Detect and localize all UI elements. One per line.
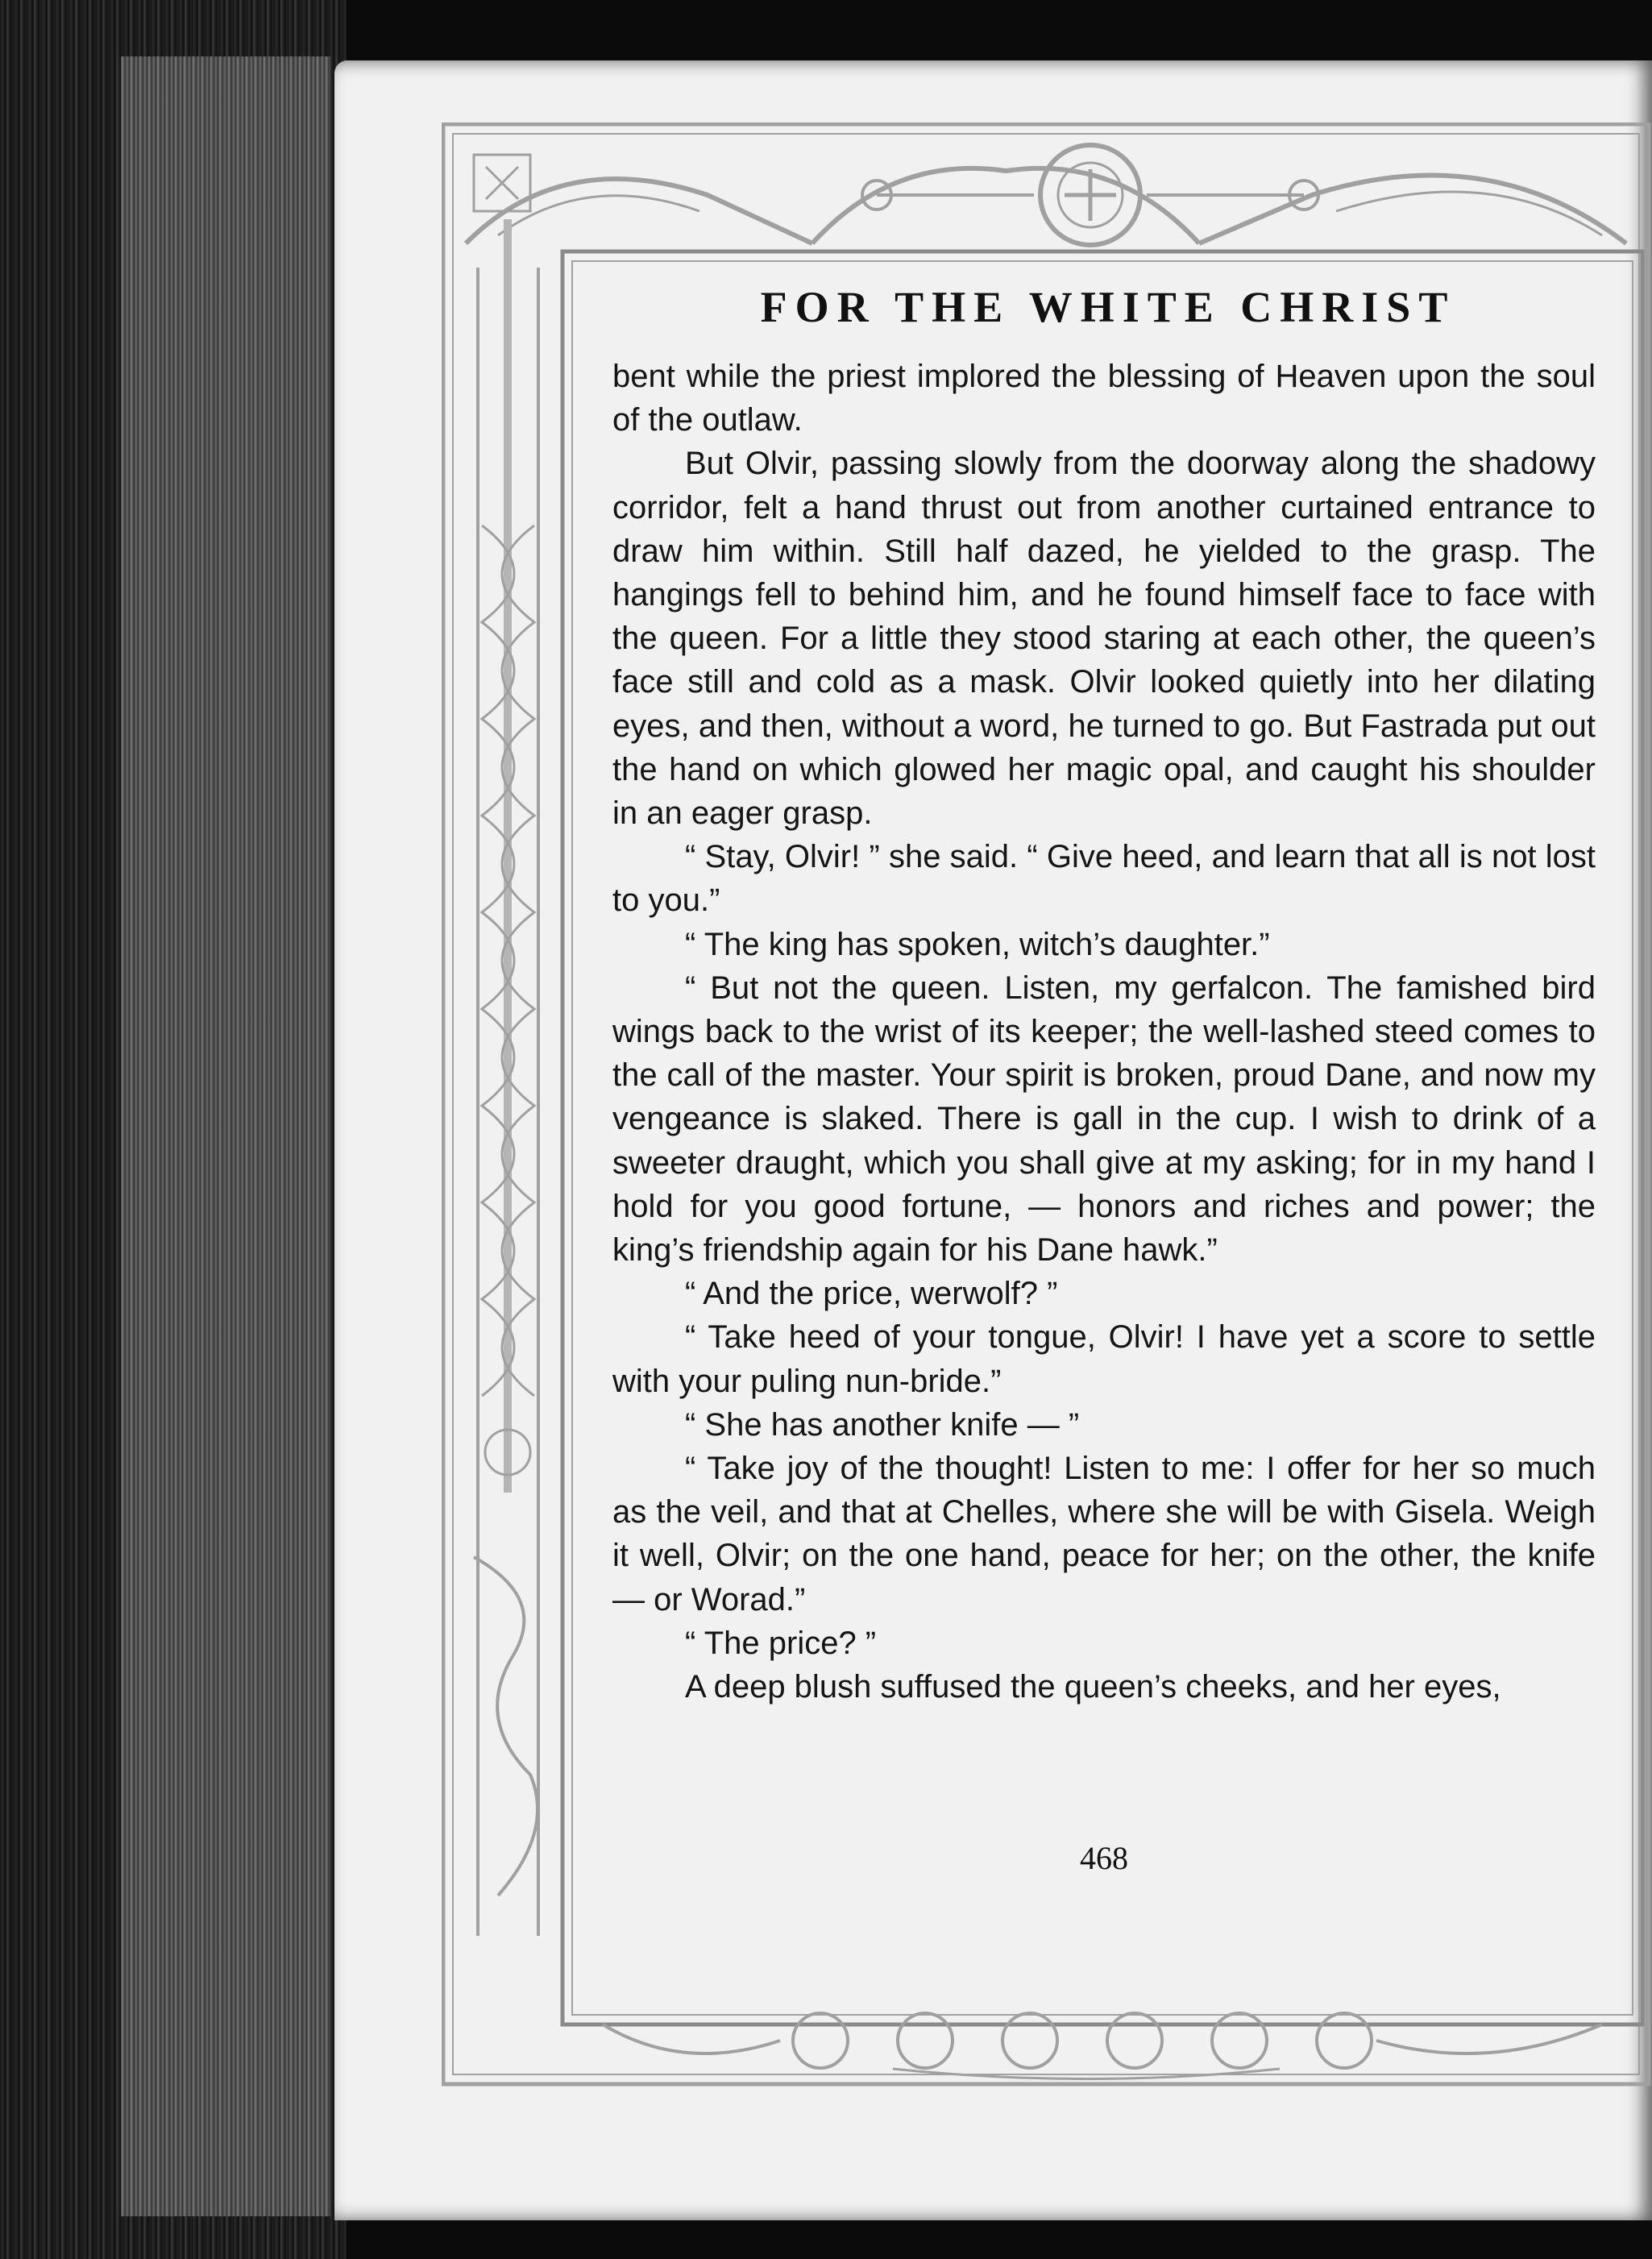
paragraph: “ She has another knife — ” (685, 1406, 1080, 1443)
running-head: FOR THE WHITE CHRIST (760, 283, 1456, 331)
body-text (612, 355, 1596, 1709)
page-edges (121, 56, 330, 2216)
paragraph: “ But not the queen. Listen, my gerfalcon. The famished bird wings back to the wrist of its keeper; the well-lashed steed comes to the call of the master. Your spirit is broken, proud Dane, and now my vengeance is slaked. There is gall in the cup. I wish to drink of a sweeter draught, which you shall give at my asking; for in my hand I hold for you good fortune, — honors and riches and power; the king’s friendship again for his Dane hawk.” (612, 970, 1596, 1269)
paragraph: “ Take joy of the thought! Listen to me: I offer for her so much as the veil, and that at Chelles, where she will be with Gisela. Weigh it well, Olvir; on the one hand, peace for her; on the other, the knife — or Worad.” (612, 1451, 1596, 1617)
paragraph: bent while the priest implored the blessing of Heaven upon the soul of the outlaw. (612, 359, 1596, 438)
paragraph: “ Stay, Olvir! ” she said. “ Give heed, and learn that all is not lost to you.” (612, 839, 1596, 919)
paragraph: “ And the price, werwolf? ” (685, 1276, 1058, 1312)
page-number: 468 (1080, 1840, 1128, 1876)
paragraph: A deep blush suffused the queen’s cheeks, and her eyes, (685, 1669, 1501, 1705)
paragraph: “ The king has spoken, witch’s daughter.” (685, 926, 1270, 962)
paragraph: “ The price? ” (685, 1625, 877, 1661)
paragraph: “ Take heed of your tongue, Olvir! I have yet a score to settle with your puling nun-bride.” (612, 1319, 1596, 1399)
paragraph: But Olvir, passing slowly from the doorway along the shadowy corridor, felt a hand thrust out from another curtained entrance to draw him within. Still half dazed, he yielded to the grasp. The hangings fell to behind him, and he found himself face to face with the queen. For a little they stood staring at each other, the queen’s face still and cold as a mask. Olvir looked quietly into her dilating eyes, and then, without a word, he turned to go. But Fastrada put out the hand on which glowed her magic opal, and caught his shoulder in an eager grasp. (612, 446, 1596, 832)
